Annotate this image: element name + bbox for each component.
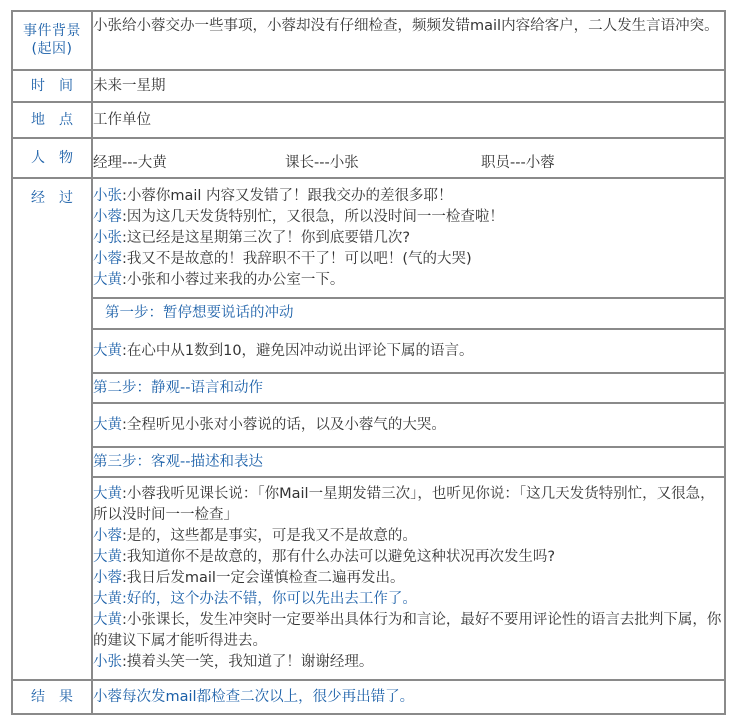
dialogue-line: 小蓉:因为这几天发货特别忙，又很急，所以没时间一一检查啦！ [93, 209, 504, 225]
case-table [11, 10, 726, 715]
label-place: 地点 [12, 102, 92, 138]
row-step-1 [12, 298, 725, 329]
dialogue-line: 大黄:好的，这个办法不错，你可以先出去工作了。 [93, 591, 417, 607]
label-people: 人物 [12, 138, 92, 178]
step-2-heading: 第二步：静观--语言和动作 [92, 373, 725, 403]
dialogue-line: 小蓉:是的，这些都是事实，可是我又不是故意的。 [93, 528, 417, 544]
dialogue-line: 大黄:小张课长，发生冲突时一定要举出具体行为和言论，最好不要用评论性的语言去批判下属，你的建议下属才能听得进去。 [93, 612, 722, 649]
row-time [12, 70, 725, 102]
label-time: 时间 [12, 70, 92, 102]
row-step-3-content [12, 477, 725, 680]
time-text: 未来一星期 [92, 70, 725, 102]
row-step-3 [12, 447, 725, 477]
result-text: 小蓉每次发mail都检查二次以上，很少再出错了。 [92, 680, 725, 714]
row-step-2 [12, 373, 725, 403]
step-3-heading: 第三步：客观--描述和表达 [92, 447, 725, 477]
dialogue-line: 小蓉:我日后发mail一定会谨慎检查二遍再发出。 [93, 570, 405, 586]
row-result [12, 680, 725, 714]
dialogue-line: 小张:摸着头笑一笑，我知道了！谢谢经理。 [93, 654, 374, 670]
dialogue-line: 小张:小蓉你mail 内容又发错了！跟我交办的差很多耶！ [93, 188, 453, 204]
person-section-chief: 课长---小张 [285, 154, 359, 171]
step-1-content: 大黄:在心中从1数到10，避免因冲动说出评论下属的语言。 [92, 329, 725, 373]
label-background [12, 11, 92, 70]
row-place [12, 102, 725, 138]
label-process: 经过 [12, 178, 92, 680]
row-people [12, 138, 725, 178]
step-1-heading: 第一步：暂停想要说话的冲动 [92, 298, 725, 329]
person-staff: 职员---小蓉 [481, 154, 555, 171]
row-step-1-content [12, 329, 725, 373]
dialogue-block-3 [92, 477, 725, 680]
row-background [12, 11, 725, 70]
dialogue-line: 小蓉:我又不是故意的！我辞职不干了！可以吧！(气的大哭) [93, 251, 472, 267]
people-list [92, 138, 725, 178]
dialogue-line: 大黄:小张和小蓉过来我的办公室一下。 [93, 272, 345, 288]
label-result: 结果 [12, 680, 92, 714]
person-manager: 经理---大黄 [93, 154, 167, 171]
dialogue-line: 大黄:小蓉我听见课长说：「你Mail一星期发错三次」，也听见你说：「这几天发货特别忙，又很急，所以没时间一一检查」 [93, 486, 715, 523]
step-2-content: 大黄:全程听见小张对小蓉说的话，以及小蓉气的大哭。 [92, 403, 725, 447]
dialogue-line: 小张:这已经是这星期第三次了！你到底要错几次? [93, 230, 411, 246]
row-process [12, 178, 725, 298]
label-background-line2: (起因) [31, 41, 73, 57]
place-text: 工作单位 [92, 102, 725, 138]
background-text: 小张给小蓉交办一些事项，小蓉却没有仔细检查，频频发错mail内容给客户，二人发生言语冲突。 [92, 11, 725, 70]
row-step-2-content [12, 403, 725, 447]
dialogue-line: 大黄:我知道你不是故意的，那有什么办法可以避免这种状况再次发生吗? [93, 549, 556, 565]
label-background-line1: 事件背景 [23, 23, 81, 39]
dialogue-block-1 [92, 178, 725, 298]
